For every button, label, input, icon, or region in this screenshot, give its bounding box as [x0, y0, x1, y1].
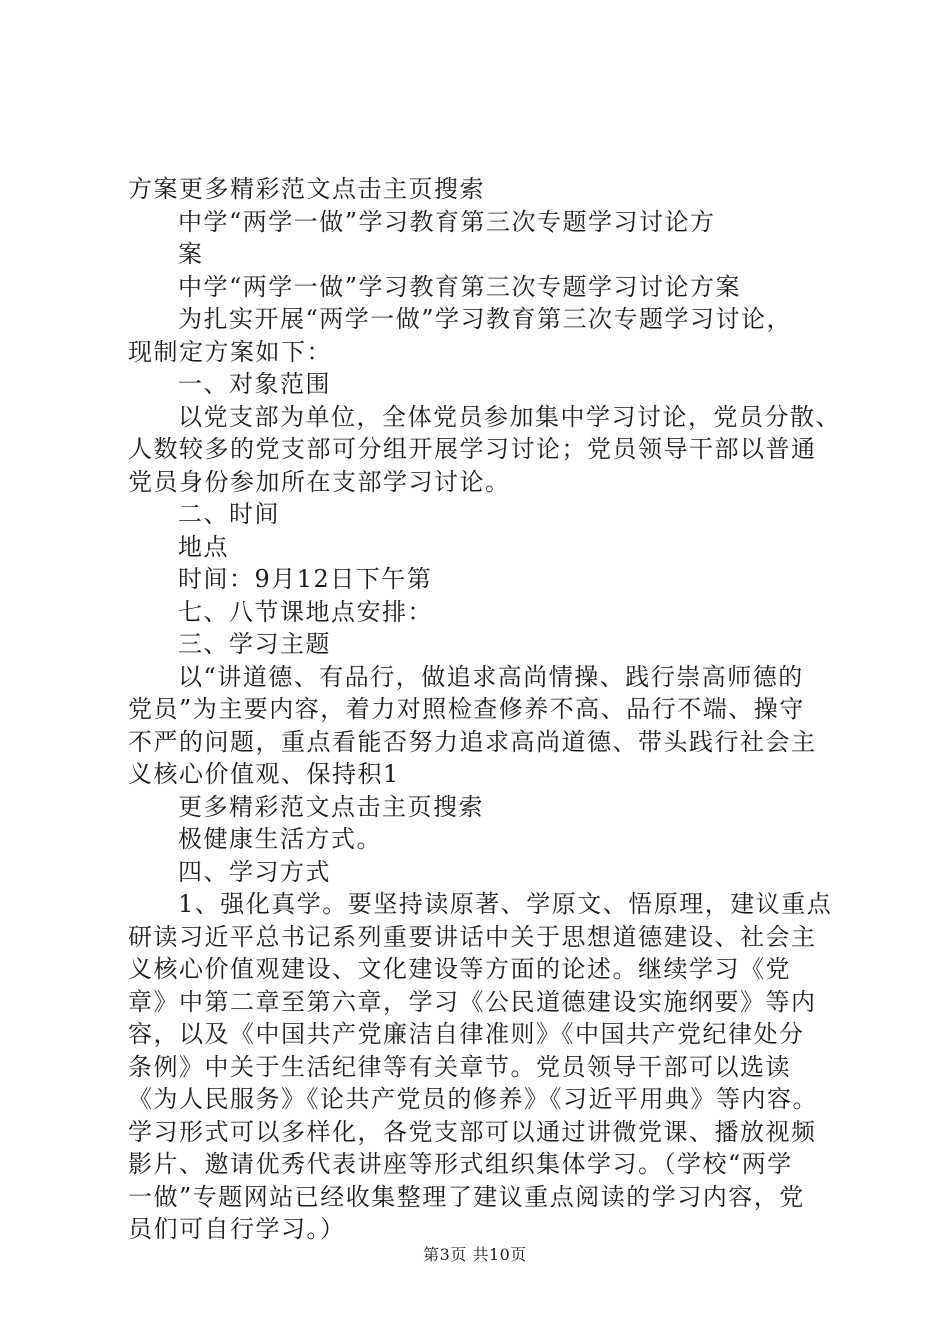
- text-line: 现制定方案如下：: [128, 337, 332, 366]
- text-line: 一、对象范围: [178, 370, 331, 398]
- text-line: 方案更多精彩范文点击主页搜索: [128, 175, 485, 203]
- text-line: 章》中第二章至第六章，学习《公民道德建设实施纲要》等内: [128, 987, 817, 1016]
- text-line: 党员身份参加所在支部学习讨论。: [128, 467, 511, 496]
- text-line: 地点: [178, 532, 229, 561]
- text-line: 二、时间: [178, 500, 280, 528]
- text-line: 以党支部为单位，全体党员参加集中学习讨论，党员分散、: [178, 402, 841, 431]
- text-line: 条例》中关于生活纪律等有关章节。党员领导干部可以选读: [128, 1052, 791, 1081]
- text-line: 案: [178, 240, 204, 268]
- text-line: 更多精彩范文点击主页搜索: [178, 792, 484, 821]
- text-line: 不严的问题，重点看能否努力追求高尚道德、带头践行社会主: [128, 727, 817, 756]
- text-line: 以“讲道德、有品行，做追求高尚情操、践行崇高师德的: [178, 662, 804, 691]
- text-line: 影片、邀请优秀代表讲座等形式组织集体学习。（学校“两学: [128, 1150, 793, 1178]
- text-line: 中学“两学一做”学习教育第三次专题学习讨论方案: [178, 272, 742, 301]
- text-line: 义核心价值观、保持积1: [128, 760, 400, 788]
- text-line: 党员”为主要内容，着力对照检查修养不高、品行不端、操守: [128, 695, 805, 723]
- text-line: 为扎实开展“两学一做”学习教育第三次专题学习讨论，: [178, 305, 793, 333]
- text-line: 时间：9月12日下午第: [178, 565, 433, 593]
- document-body: [128, 173, 843, 1246]
- text-line: 容，以及《中国共产党廉洁自律准则》《中国共产党纪律处分: [128, 1020, 805, 1048]
- text-line: 七、八节课地点安排：: [178, 597, 433, 626]
- text-line: 学习形式可以多样化，各党支部可以通过讲微党课、播放视频: [128, 1117, 817, 1146]
- text-line: 《为人民服务》《论共产党员的修养》《习近平用典》等内容。: [128, 1085, 818, 1113]
- text-line: 研读习近平总书记系列重要讲话中关于思想道德建设、社会主: [128, 922, 817, 951]
- text-line: 人数较多的党支部可分组开展学习讨论；党员领导干部以普通: [128, 435, 817, 463]
- text-line: 中学“两学一做”学习教育第三次专题学习讨论方: [178, 207, 716, 236]
- text-line: 1、强化真学。要坚持读原著、学原文、悟原理，建议重点: [178, 890, 833, 918]
- text-line: 三、学习主题: [178, 630, 331, 658]
- text-line: 四、学习方式: [178, 857, 331, 886]
- text-line: 一做”专题网站已经收集整理了建议重点阅读的学习内容，党: [128, 1182, 805, 1211]
- page-number-footer: 第3页 共10页: [423, 1245, 527, 1264]
- text-line: 员们可自行学习。）: [128, 1215, 346, 1243]
- text-line: 极健康生活方式。: [178, 825, 382, 853]
- text-line: 义核心价值观建设、文化建设等方面的论述。继续学习《党: [128, 955, 791, 983]
